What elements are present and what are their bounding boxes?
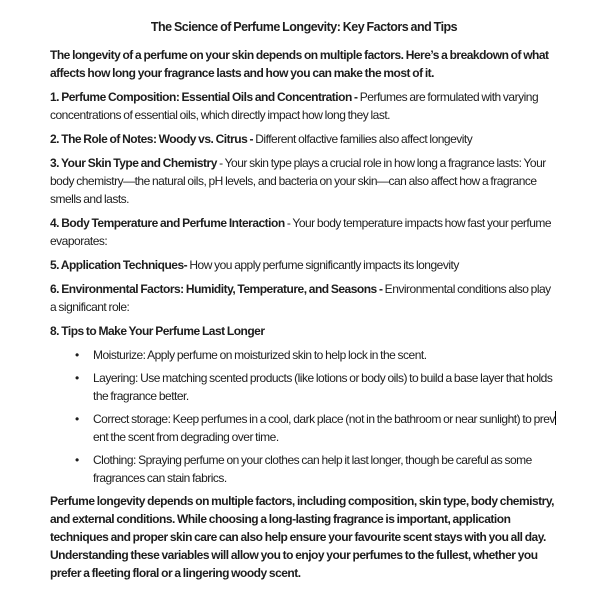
section-paragraph-6[interactable]: [50, 280, 558, 316]
list-item-clothing[interactable]: [50, 451, 558, 487]
list-item-correct-storage[interactable]: [50, 410, 558, 446]
section-5-heading[interactable]: 5. Application Techniques-: [50, 258, 188, 272]
list-item-moisturize[interactable]: [50, 346, 558, 364]
tips-heading[interactable]: 8. Tips to Make Your Perfume Last Longer: [50, 324, 265, 338]
section-paragraph-5[interactable]: [50, 256, 558, 274]
text-cursor: [555, 411, 556, 425]
section-5-body[interactable]: How you apply perfume significantly impacts its longevity: [187, 258, 459, 272]
section-1-heading[interactable]: 1. Perfume Composition: Essential Oils and Concentration -: [50, 90, 358, 104]
section-2-body[interactable]: Different olfactive families also affect longevity: [253, 132, 473, 146]
section-paragraph-2[interactable]: [50, 130, 558, 148]
section-paragraph-4[interactable]: [50, 214, 558, 250]
document-title[interactable]: The Science of Perfume Longevity: Key Factors and Tips: [150, 20, 458, 34]
section-paragraph-3[interactable]: [50, 154, 558, 208]
section-4-heading[interactable]: 4. Body Temperature and Perfume Interaction: [50, 216, 285, 230]
intro-paragraph[interactable]: The longevity of a perfume on your skin depends on multiple factors. Here’s a breakdown of what affects how long your fragrance lasts and how you can make the most of it.: [50, 48, 549, 80]
tips-list: [50, 346, 558, 487]
section-paragraph-1[interactable]: [50, 88, 558, 124]
section-2-heading[interactable]: 2. The Role of Notes: Woody vs. Citrus -: [50, 132, 254, 146]
bullet-text[interactable]: Moisturize: Apply perfume on moisturized skin to help lock in the scent.: [93, 348, 427, 362]
bullet-text-before-cursor[interactable]: Correct storage: Keep perfumes in a cool, dark place (not in the bathroom or near sunlight) to prev: [93, 412, 555, 426]
section-6-body[interactable]: Environmental conditions also play a significant role:: [50, 282, 551, 314]
conclusion-paragraph[interactable]: Perfume longevity depends on multiple factors, including composition, skin type, body chemistry, and external conditions. While choosing a long-lasting fragrance is important, application techniques and proper skin care can also help ensure your favourite scent stays with you all day. Understanding these variables will allow you to enjoy your perfumes to the fullest, whether you prefer a fleeting floral or a lingering woody scent.: [50, 494, 554, 580]
bullet-text-after-cursor[interactable]: ent the scent from degrading over time.: [93, 430, 279, 444]
section-1-body[interactable]: Perfumes are formulated with varying concentrations of essential oils, which directly impact how long they last.: [50, 90, 539, 122]
section-3-body[interactable]: - Your skin type plays a crucial role in how long a fragrance lasts: Your body chemistry—the natural oils, pH levels, and bacteria on your skin—can also affect how a fragrance smells and lasts.: [50, 156, 546, 206]
section-3-heading[interactable]: 3. Your Skin Type and Chemistry: [50, 156, 217, 170]
section-4-body[interactable]: - Your body temperature impacts how fast your perfume evaporates:: [50, 216, 552, 248]
list-item-layering[interactable]: [50, 369, 558, 405]
section-6-heading[interactable]: 6. Environmental Factors: Humidity, Temperature, and Seasons -: [50, 282, 383, 296]
bullet-text[interactable]: Layering: Use matching scented products (like lotions or body oils) to build a base layer that holds the fragrance better.: [93, 371, 553, 403]
bullet-text[interactable]: Clothing: Spraying perfume on your clothes can help it last longer, though be careful as some fragrances can stain fabrics.: [93, 453, 532, 485]
